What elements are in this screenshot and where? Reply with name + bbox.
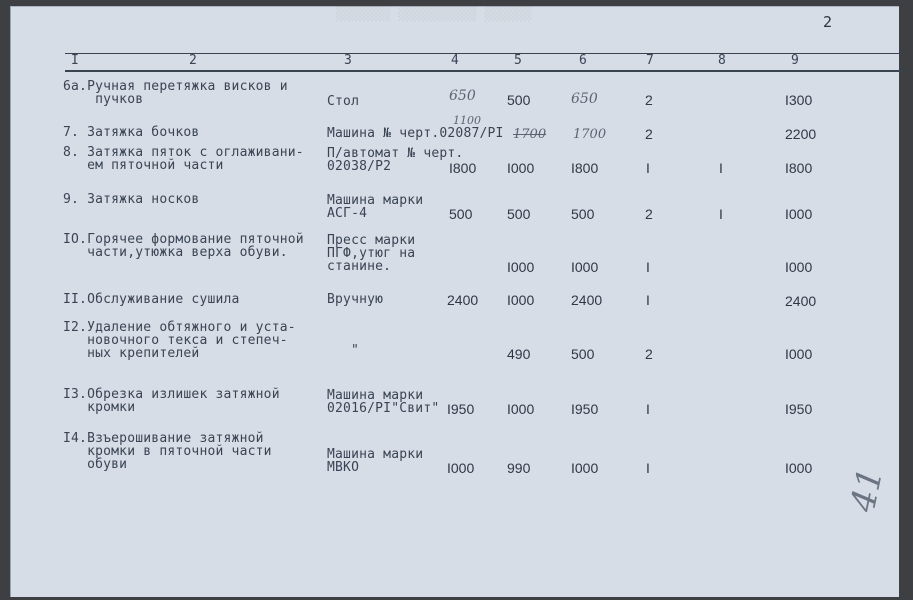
page-number: 2	[823, 13, 833, 31]
row-c9: I800	[785, 160, 813, 176]
header-col-9: 9	[791, 53, 800, 68]
header-bottom-rule	[65, 70, 903, 72]
row-c5: 500	[507, 206, 531, 222]
row-c5: I000	[507, 292, 535, 308]
row-c5: I000	[507, 160, 535, 176]
row-equipment: Машина № черт.02087/PI	[327, 126, 504, 141]
row-name: 7. Затяжка бочков	[63, 125, 200, 140]
row-c7: I	[646, 460, 650, 476]
row-c5: I000	[507, 259, 535, 275]
row-c9: I000	[785, 346, 813, 362]
row-c9: 2200	[785, 126, 817, 142]
row-c4: I000	[447, 460, 475, 476]
row-c9: I000	[785, 460, 813, 476]
row-c5-note-handwritten: 1100	[453, 114, 481, 127]
row-c4: 2400	[447, 292, 479, 308]
row-equipment: "	[351, 343, 360, 358]
row-c6: I950	[571, 401, 599, 417]
row-c9: 2400	[785, 293, 817, 309]
row-c9: I950	[785, 401, 813, 417]
row-c7: I	[646, 160, 650, 176]
header-col-6: 6	[579, 53, 588, 68]
row-equipment: Вручную	[327, 292, 384, 307]
row-equipment: Стол	[327, 94, 360, 109]
row-c4: I950	[447, 401, 475, 417]
row-name: I3.Обрезка излишек затяжной кромки	[63, 387, 280, 415]
row-c7: 2	[645, 126, 653, 142]
row-name: I4.Взъерошивание затяжной кромки в пяточной части обуви	[63, 431, 272, 472]
row-equipment: Машина марки 02016/PI"Свит"	[327, 388, 440, 416]
row-c4: I800	[449, 160, 477, 176]
document-page	[10, 6, 899, 597]
row-c8: I	[719, 160, 723, 176]
row-c5: I000	[507, 401, 535, 417]
row-equipment: П/автомат № черт. 02038/Р2	[327, 146, 464, 174]
header-col-8: 8	[718, 53, 727, 68]
row-c5: 500	[507, 92, 531, 108]
row-name: 9. Затяжка носков	[63, 192, 200, 207]
row-c5: 490	[507, 346, 531, 362]
row-name: I2.Удаление обтяжного и уста- новочного текса и степеч- ных крепителей	[63, 320, 296, 361]
row-name: 8. Затяжка пяток с оглаживани- ем пяточной части	[63, 145, 304, 173]
header-col-7: 7	[646, 53, 655, 68]
row-c7: 2	[645, 92, 653, 108]
row-name: IO.Горячее формование пяточной части,утюжка верха обуви.	[63, 232, 304, 260]
row-c6: 2400	[571, 292, 603, 308]
header-col-1: I	[71, 53, 80, 68]
row-c6: 500	[571, 346, 595, 362]
row-c7: I	[646, 401, 650, 417]
row-c4: 500	[449, 206, 473, 222]
row-c9: I300	[785, 92, 813, 108]
header-col-3: 3	[344, 53, 353, 68]
row-c7: I	[646, 292, 650, 308]
row-c9: I000	[785, 206, 813, 222]
row-name: II.Обслуживание сушила	[63, 292, 240, 307]
row-c9: I000	[785, 259, 813, 275]
row-c5: 990	[507, 460, 531, 476]
row-c6-handwritten: 650	[571, 91, 598, 107]
row-c8: I	[719, 206, 723, 222]
row-c7: 2	[645, 346, 653, 362]
row-c6: I000	[571, 259, 599, 275]
row-c7: I	[646, 259, 650, 275]
header-col-5: 5	[514, 53, 523, 68]
margin-note-handwritten: 41	[843, 464, 892, 516]
row-c6: I800	[571, 160, 599, 176]
row-c4-handwritten: 650	[449, 88, 476, 104]
row-c5-struck: 1700	[513, 127, 547, 142]
row-equipment: Машина марки МВКО	[327, 447, 424, 475]
row-equipment: Пресс марки ПГФ,утюг на станине.	[327, 233, 416, 274]
header-col-4: 4	[451, 53, 460, 68]
row-name: 6a.Ручная перетяжка висков и пучков	[63, 79, 288, 107]
header-col-2: 2	[189, 53, 198, 68]
row-equipment: Машина марки АСГ-4	[327, 193, 424, 221]
bleed-through-text: ░░░░░░ ░░░░░░░░░░ ░░░░░░░	[335, 7, 531, 22]
row-c6-handwritten: 1700	[573, 127, 607, 142]
row-c7: 2	[645, 206, 653, 222]
row-c6: I000	[571, 460, 599, 476]
row-c6: 500	[571, 206, 595, 222]
